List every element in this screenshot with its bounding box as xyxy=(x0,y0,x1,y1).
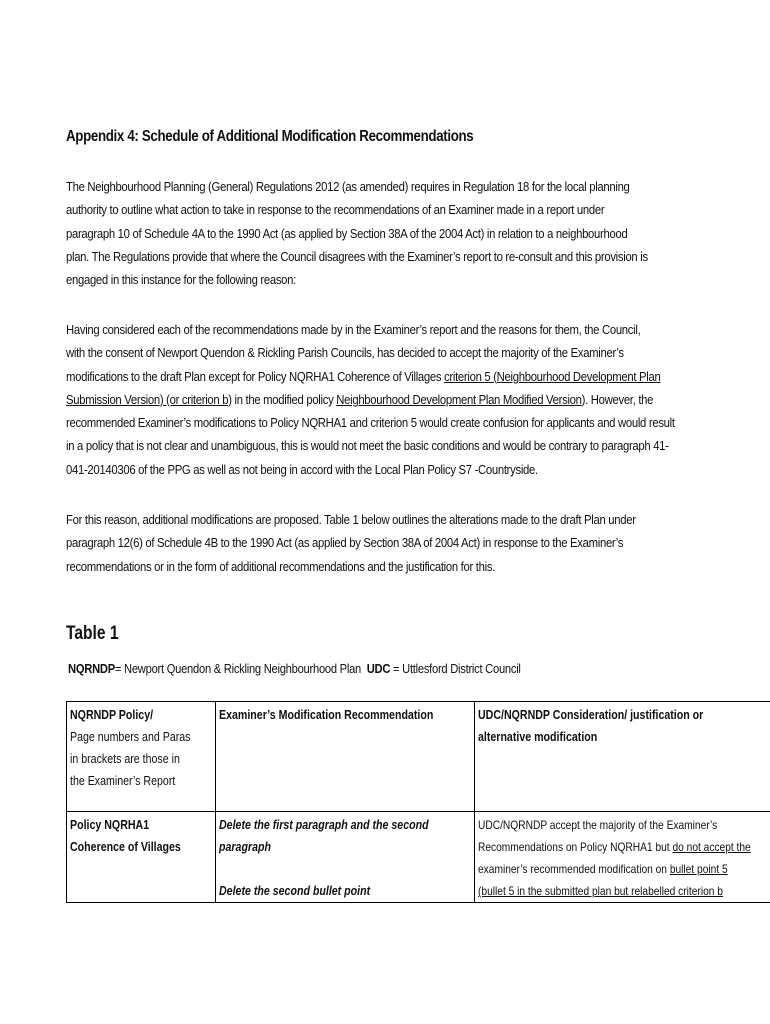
intro-paragraph xyxy=(66,175,694,291)
header-cell-consideration xyxy=(474,702,770,812)
paragraph-line: authority to outline what action to take in response to the recommendations of an Examiner made in a report under xyxy=(66,202,605,218)
underlined-text: bullet point 5 xyxy=(669,862,728,876)
text-run: modifications to the draft Plan except for Policy NQRHA1 Coherence of Villages xyxy=(66,368,445,384)
policy-cell xyxy=(67,812,216,903)
cell-text xyxy=(478,880,751,902)
underlined-text: criterion 5 (Neighbourhood Development Plan xyxy=(444,368,661,384)
reason-paragraph xyxy=(66,318,694,481)
header-subtext: in brackets are those in xyxy=(70,752,180,766)
paragraph-line: The Neighbourhood Planning (General) Regulations 2012 (as amended) requires in Regulation 18 for the local planning xyxy=(66,179,630,194)
header-text: NQRNDP Policy/ xyxy=(70,708,154,722)
header-subtext: the Examiner’s Report xyxy=(70,774,176,788)
cell-text: UDC/NQRNDP accept the majority of the Examiner’s xyxy=(477,818,718,832)
underlined-text: Submission Version) (or criterion b) xyxy=(66,391,232,407)
paragraph-line: For this reason, additional modifications are proposed. Table 1 below outlines the alterations made to the draft Plan under xyxy=(66,512,636,527)
text-run: . However, the xyxy=(585,391,654,407)
paragraph-line: recommendations or in the form of additional recommendations and the justification for this. xyxy=(66,558,496,574)
header-text: Examiner’s Modification Recommendation xyxy=(218,708,434,722)
paragraph-line: recommended Examiner’s modifications to Policy NQRHA1 and criterion 5 would create confusion for applicants and would result xyxy=(66,415,675,431)
cell-text: Coherence of Villages xyxy=(70,840,181,854)
text-run: examiner’s recommended modification on xyxy=(477,862,670,876)
cell-text: Delete the second bullet point xyxy=(218,884,370,898)
spacer xyxy=(219,858,433,880)
paragraph-line xyxy=(66,365,661,388)
cell-text: paragraph xyxy=(218,840,271,854)
cell-text: Policy NQRHA1 xyxy=(70,818,150,832)
paragraph-line: Having considered each of the recommendations made by in the Examiner’s report and the reasons for them, the Council, xyxy=(66,322,641,337)
cell-text: Delete the first paragraph and the second xyxy=(218,818,429,832)
abbr-value: = Uttlesford District Council xyxy=(390,661,521,676)
table-header-row xyxy=(67,702,770,812)
header-text: UDC/NQRNDP Consideration/ justification or xyxy=(477,708,704,722)
abbr-key: NQRNDP xyxy=(68,661,115,676)
recommendation-cell xyxy=(215,812,474,903)
paragraph-line: paragraph 10 of Schedule 4A to the 1990 Act (as applied by Section 38A of the 2004 Act) in relation to a neighbourhood xyxy=(66,225,628,241)
cell-text xyxy=(478,836,751,858)
table-row xyxy=(67,812,770,903)
header-cell-recommendation xyxy=(215,702,474,812)
abbr-value: = Newport Quendon & Rickling Neighbourhood Plan xyxy=(114,661,362,676)
underlined-text: do not accept the xyxy=(672,840,751,854)
paragraph-line: paragraph 12(6) of Schedule 4B to the 1990 Act (as applied by Section 38A of 2004 Act) in response to the Examiner’s xyxy=(66,535,624,551)
paragraph-line: in a policy that is not clear and unambiguous, this is would not meet the basic conditions and would be contrary to paragraph 41- xyxy=(66,438,669,454)
abbr-key: UDC xyxy=(366,661,391,676)
schedule-table xyxy=(66,701,770,903)
abbreviations-line xyxy=(68,661,521,676)
proposal-paragraph xyxy=(66,508,694,578)
table-title: Table 1 xyxy=(66,623,119,644)
header-cell-policy xyxy=(67,702,216,812)
paragraph-line: engaged in this instance for the following reason: xyxy=(66,272,296,288)
header-text: alternative modification xyxy=(477,730,598,744)
underlined-text: (bullet 5 in the submitted plan but relabelled criterion b xyxy=(477,884,723,898)
underlined-text: Neighbourhood Development Plan Modified Version) xyxy=(336,391,586,407)
text-run: in the modified policy xyxy=(231,391,337,407)
paragraph-line xyxy=(66,388,654,411)
consideration-cell xyxy=(474,812,770,903)
paragraph-line: 041-20140306 of the PPG as well as not being in accord with the Local Plan Policy S7 -Countryside. xyxy=(66,461,538,477)
paragraph-line: plan. The Regulations provide that where the Council disagrees with the Examiner’s report to re-consult and this provision is xyxy=(66,248,648,264)
paragraph-line: with the consent of Newport Quendon & Rickling Parish Councils, has decided to accept the majority of the Examiner’s xyxy=(66,345,624,361)
page-title: Appendix 4: Schedule of Additional Modification Recommendations xyxy=(66,128,474,145)
cell-text xyxy=(478,858,751,880)
header-subtext: Page numbers and Paras xyxy=(70,730,191,744)
text-run: Recommendations on Policy NQRHA1 but xyxy=(477,840,673,854)
